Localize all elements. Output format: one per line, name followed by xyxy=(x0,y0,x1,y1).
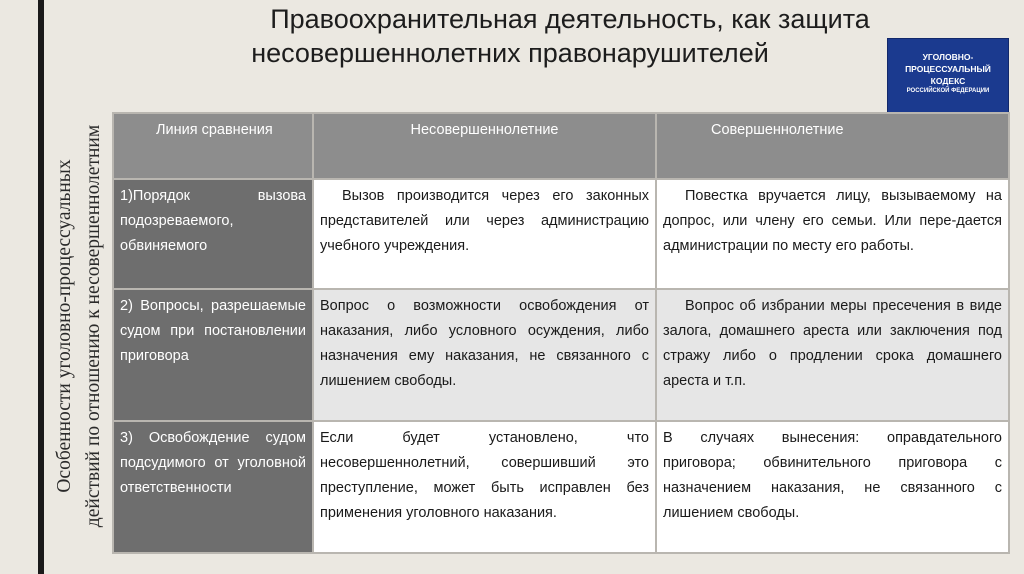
page-title-line-1: Правоохранительная деятельность, как защита xyxy=(270,4,870,34)
side-caption-line-1: Особенности уголовно-процессуальных xyxy=(54,159,75,493)
row-label: 2) Вопросы, разрешаемые судом при постановлении приговора xyxy=(113,289,313,421)
cell-adults: В случаях вынесения: оправдательного приговора; обвинительного приговора с назначением наказания, не связанного с лишением свободы. xyxy=(656,421,1009,553)
comparison-table xyxy=(112,112,1010,554)
cell-adults: Повестка вручается лицу, вызываемому на допрос, или члену его семьи. Или пере-дается администрации по месту его работы. xyxy=(656,179,1009,289)
table-row xyxy=(113,289,1009,421)
page-title-line-2: несовершеннолетних правонарушителей xyxy=(251,38,769,68)
table-row xyxy=(113,179,1009,289)
left-accent-bar xyxy=(38,0,44,574)
row-label: 1)Порядок вызова подозреваемого, обвиняемого xyxy=(113,179,313,289)
page-title xyxy=(140,2,1000,70)
side-caption-line-2: действий по отношению к несовершеннолетним xyxy=(83,124,104,528)
table-row xyxy=(113,421,1009,553)
cell-minors: Вопрос о возможности освобождения от наказания, либо условного осуждения, либо назначения ему наказания, не связанного с лишением свободы. xyxy=(313,289,656,421)
book-cover-line-3: КОДЕКС xyxy=(930,76,966,86)
header-adults: Совершеннолетние xyxy=(656,113,1009,179)
book-cover-line-2: ПРОЦЕССУАЛЬНЫЙ xyxy=(905,64,991,74)
row-label: 3) Освобождение судом подсудимого от уголовной ответственности xyxy=(113,421,313,553)
cell-adults: Вопрос об избрании меры пресечения в виде залога, домашнего ареста или заключения под стражу либо о продлении срока домашнего ареста и т.п. xyxy=(656,289,1009,421)
book-cover-line-1: УГОЛОВНО- xyxy=(922,52,974,62)
cell-minors: Вызов производится через его законных представителей или через администрацию учебного учреждения. xyxy=(313,179,656,289)
cell-minors: Если будет установлено, что несовершеннолетний, совершивший это преступление, может быть исправлен без применения уголовного наказания. xyxy=(313,421,656,553)
header-comparison-line: Линия сравнения xyxy=(113,113,313,179)
table-header-row xyxy=(113,113,1009,179)
book-cover-text xyxy=(888,51,1008,96)
header-minors: Несовершеннолетние xyxy=(313,113,656,179)
book-cover-line-4: РОССИЙСКОЙ ФЕДЕРАЦИИ xyxy=(906,88,990,94)
side-caption xyxy=(50,96,112,556)
